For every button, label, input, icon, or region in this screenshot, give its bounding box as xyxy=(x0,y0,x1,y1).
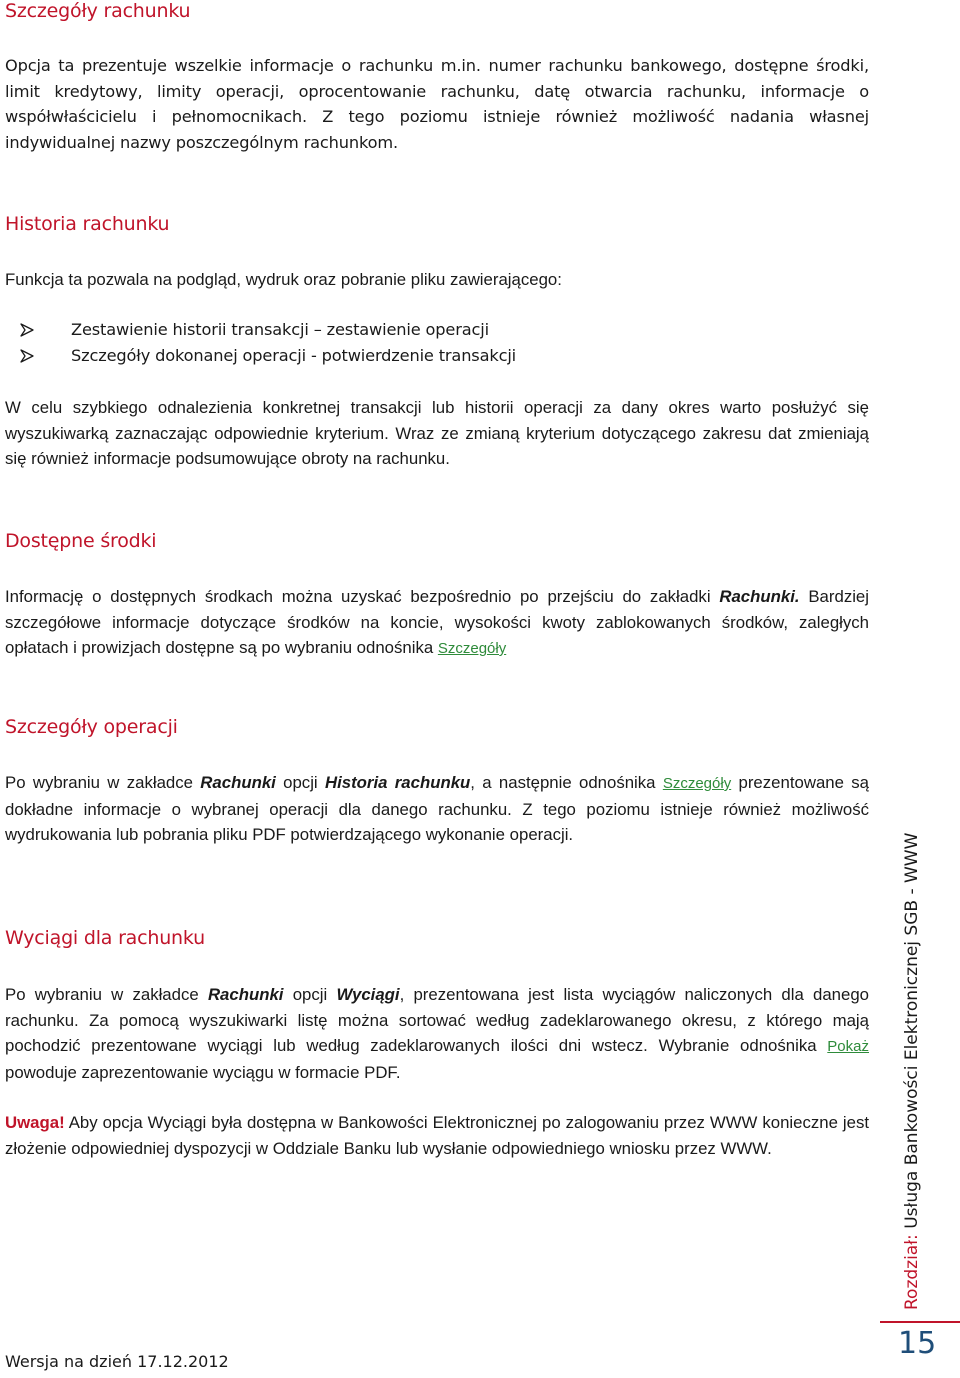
tab-name-rachunki: Rachunki. xyxy=(719,587,800,606)
tab-name-rachunki: Rachunki xyxy=(207,985,284,1004)
option-name-statements: Wyciągi xyxy=(336,985,400,1004)
operation-details-text-a: Po wybraniu w zakładce xyxy=(5,773,201,792)
statements-warning xyxy=(5,1110,869,1161)
operation-details-text xyxy=(5,770,869,848)
tab-name-rachunki: Rachunki xyxy=(200,773,276,792)
operation-details-text-c: , a następnie odnośnika xyxy=(470,773,663,792)
page-number: 15 xyxy=(898,1326,937,1361)
chapter-title: Usługa Bankowości Elektronicznej SGB - WWW xyxy=(902,832,922,1235)
statements-text-a: Po wybraniu w zakładce xyxy=(5,985,208,1004)
account-history-bullet-list xyxy=(5,317,516,369)
section-title-available-funds: Dostępne środki xyxy=(5,530,157,552)
warning-label: Uwaga! xyxy=(5,1113,65,1132)
chapter-side-label xyxy=(902,833,922,1310)
section-title-statements: Wyciągi dla rachunku xyxy=(5,927,205,949)
arrow-bullet-icon xyxy=(20,323,34,337)
statements-text-b: opcji xyxy=(283,985,337,1004)
option-name-history: Historia rachunku xyxy=(324,773,471,792)
account-history-text: W celu szybkiego odnalezienia konkretnej transakcji lub historii operacji za dany okres warto posłużyć się wyszukiwarką zaznaczając odpowiednie kryterium. Wraz ze zmianą kryterium dotyczącego zakresu dat zmieniają się również informacje podsumowujące obroty na rachunku. xyxy=(5,398,869,468)
operation-details-text-b: opcji xyxy=(275,773,325,792)
details-link[interactable]: Szczegóły xyxy=(437,640,507,657)
available-funds-text-b: Bardziej szczegółowe informacje dotyczące środków na koncie, wysokości kwoty zablokowanych środków, zaległych opłatach i prowizjach dostępne są po wybraniu odnośnika xyxy=(5,587,869,657)
bullet-label: Szczegóły dokonanej operacji - potwierdzenie transakcji xyxy=(71,346,517,365)
section-title-account-history: Historia rachunku xyxy=(5,213,170,235)
section-title-account-details: Szczegóły rachunku xyxy=(5,0,191,22)
warning-text: Aby opcja Wyciągi była dostępna w Bankowości Elektronicznej po zalogowaniu przez WWW konieczne jest złożenie odpowiedniej dyspozycji w Oddziale Banku lub wysłanie odpowiedniego wniosku przez WWW. xyxy=(5,1113,869,1158)
arrow-bullet-icon xyxy=(20,349,34,363)
list-item xyxy=(5,343,516,369)
operation-details-text-d: prezentowane są dokładne informacje o wybranej operacji dla danego rachunku. Z tego poziomu istnieje również możliwość wydrukowania lub pobrania pliku PDF potwierdzającego wykonanie operacji. xyxy=(5,773,869,844)
available-funds-text xyxy=(5,584,869,662)
section-title-operation-details: Szczegóły operacji xyxy=(5,716,178,738)
chapter-prefix: Rozdział: xyxy=(902,1234,922,1310)
available-funds-text-a: Informację o dostępnych środkach można uzyskać bezpośrednio po przejściu do zakładki xyxy=(5,587,720,606)
bullet-label: Zestawienie historii transakcji – zestawienie operacji xyxy=(71,320,489,339)
account-details-text: Opcja ta prezentuje wszelkie informacje o rachunku m.in. numer rachunku bankowego, dostępne środki, limit kredytowy, limity operacji, oprocentowanie rachunku, datę otwarcia rachunku, informacje o współwłaścicielu i pełnomocnikach. Z tego poziomu istnieje również możliwość nadania własnej indywidualnej nazwy poszczególnym rachunkom. xyxy=(5,56,869,152)
account-history-intro: Funkcja ta pozwala na podgląd, wydruk oraz pobranie pliku zawierającego: xyxy=(5,270,562,289)
list-item xyxy=(5,317,516,343)
show-link[interactable]: Pokaż xyxy=(827,1038,869,1055)
footer-divider xyxy=(880,1321,960,1323)
version-date: Wersja na dzień 17.12.2012 xyxy=(5,1352,229,1371)
details-link[interactable]: Szczegóły xyxy=(662,775,732,792)
statements-text xyxy=(5,982,869,1085)
statements-text-c: , prezentowana jest lista wyciągów naliczonych dla danego rachunku. Za pomocą wyszukiwarki listę można sortować według zadeklarowanego okresu, z którego mają pochodzić prezentowane wyciągi lub według zadeklarowanych ilości dni wstecz. Wybranie odnośnika xyxy=(5,985,869,1055)
statements-text-d: powoduje zaprezentowanie wyciągu w formacie PDF. xyxy=(5,1062,401,1082)
